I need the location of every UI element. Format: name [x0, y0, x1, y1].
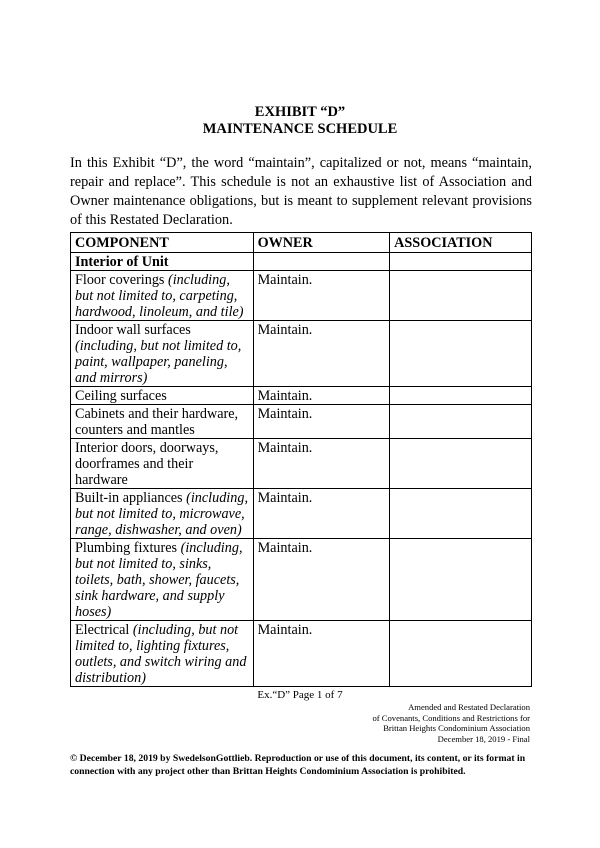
component-name: Indoor wall surfaces [75, 322, 191, 338]
association-cell [390, 321, 532, 387]
association-cell [390, 405, 532, 439]
table-row [71, 539, 532, 621]
table-row [71, 405, 532, 439]
table-row [71, 321, 532, 387]
table-row [71, 439, 532, 489]
component-note: (including, but not limited to, lighting fixtures, outlets, and switch wiring and distribution) [75, 622, 247, 686]
component-name: Interior doors, doorways, doorframes and their hardware [75, 440, 219, 488]
schedule-title: MAINTENANCE SCHEDULE [202, 121, 398, 137]
component-cell [71, 489, 254, 539]
component-name: Electrical [75, 622, 133, 638]
table-row [71, 387, 532, 405]
header-association: ASSOCIATION [390, 233, 532, 253]
owner-cell: Maintain. [253, 321, 390, 387]
intro-paragraph: In this Exhibit “D”, the word “maintain”, capitalized or not, means “maintain, repair and replace”. This schedule is not an exhaustive list of Association and Owner maintenance obligations, but is meant to supplement relevant provisions of this Restated Declaration. [70, 155, 532, 228]
page-number: Ex.“D” Page 1 of 7 [257, 689, 343, 701]
header-component: COMPONENT [71, 233, 254, 253]
component-note: (including, but not limited to, microwave, range, dishwasher, and oven) [75, 490, 248, 538]
association-cell [390, 621, 532, 687]
owner-cell: Maintain. [253, 539, 390, 621]
component-cell [71, 405, 254, 439]
association-cell [390, 387, 532, 405]
component-cell [71, 539, 254, 621]
section-row [71, 253, 532, 271]
owner-cell: Maintain. [253, 387, 390, 405]
table-row [71, 621, 532, 687]
association-cell [390, 271, 532, 321]
component-cell [71, 321, 254, 387]
component-cell [71, 621, 254, 687]
amendment-note [372, 702, 530, 744]
component-name: Plumbing fixtures [75, 540, 181, 556]
maintenance-table [70, 232, 532, 687]
exhibit-title: EXHIBIT “D” [254, 104, 346, 120]
amendment-line: December 18, 2019 - Final [437, 733, 530, 744]
owner-cell: Maintain. [253, 621, 390, 687]
owner-cell: Maintain. [253, 489, 390, 539]
association-cell [390, 539, 532, 621]
component-cell [71, 271, 254, 321]
section-association-cell [390, 253, 532, 271]
header-owner: OWNER [253, 233, 390, 253]
table-row [71, 271, 532, 321]
amendment-line: of Covenants, Conditions and Restrictions for [372, 712, 530, 723]
component-name: Cabinets and their hardware, counters and mantles [75, 406, 239, 438]
owner-cell: Maintain. [253, 439, 390, 489]
component-cell [71, 387, 254, 405]
section-owner-cell [253, 253, 390, 271]
component-cell [71, 439, 254, 489]
amendment-line: Brittan Heights Condominium Association [383, 723, 530, 733]
copyright-notice: © December 18, 2019 by SwedelsonGottlieb. Reproduction or use of this document, its content, or its format in connection with any project other than Brittan Heights Condominium Association is prohibited. [70, 753, 526, 777]
component-name: Built-in appliances [75, 490, 187, 506]
table-header-row [71, 233, 532, 253]
component-note: (including, but not limited to, carpeting, hardwood, linoleum, and tile) [75, 272, 244, 320]
association-cell [390, 489, 532, 539]
amendment-line: Amended and Restated Declaration [408, 702, 530, 712]
association-cell [390, 439, 532, 489]
component-note: (including, but not limited to, paint, wallpaper, paneling, and mirrors) [75, 338, 242, 386]
component-note: (including, but not limited to, sinks, toilets, bath, shower, faucets, sink hardware, and supply hoses) [75, 540, 243, 620]
owner-cell: Maintain. [253, 405, 390, 439]
component-name: Ceiling surfaces [75, 388, 167, 404]
component-name: Floor coverings [75, 272, 168, 288]
owner-cell: Maintain. [253, 271, 390, 321]
table-row [71, 489, 532, 539]
section-label: Interior of Unit [71, 253, 254, 271]
